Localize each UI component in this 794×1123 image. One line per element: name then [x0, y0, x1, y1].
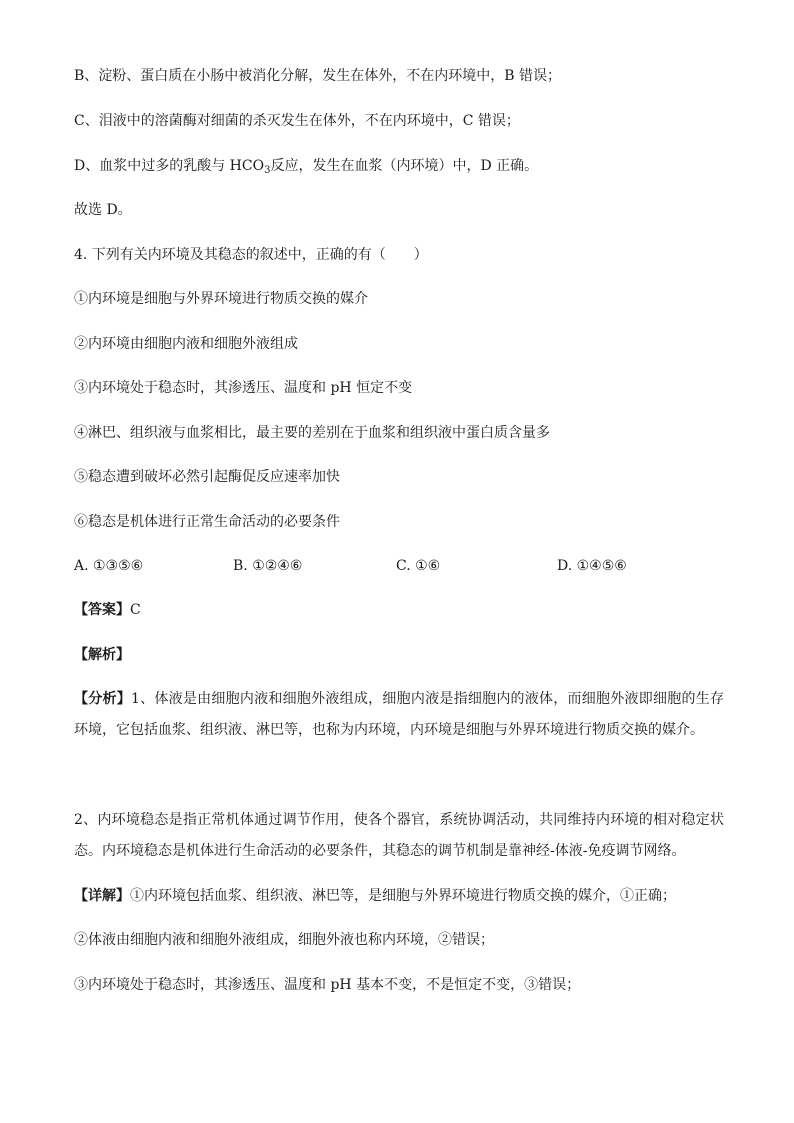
fenxi-text: 1、体液是由细胞内液和细胞外液组成，细胞内液是指细胞内的液体，而细胞外液即细胞的生存环境，它包括血浆、组织液、淋巴等，也称为内环境，内环境是细胞与外界环境进行物质交换的媒介。: [74, 691, 725, 738]
fenxi-label: 【分析】: [74, 691, 131, 707]
previous-conclusion: 故选 D。: [74, 202, 132, 218]
question-stem: 4. 下列有关内环境及其稳态的叙述中，正确的有（ ）: [74, 247, 428, 263]
option-d-explanation: [74, 156, 538, 178]
option-d-text-pre: D、血浆中过多的乳酸与 HCO: [74, 158, 265, 174]
option-d-text-post: 反应，发生在血浆（内环境）中，D 正确。: [270, 158, 539, 174]
option-d-subscript: 3: [264, 165, 271, 176]
answer-line: [74, 600, 141, 620]
answer-value: C: [130, 602, 141, 618]
statement-3: ③内环境处于稳态时，其渗透压、温度和 pH 恒定不变: [74, 380, 413, 396]
analysis-paragraph-1: [74, 684, 724, 746]
detail-line-1: [74, 886, 676, 906]
detail-line-3: ③内环境处于稳态时，其渗透压、温度和 pH 基本不变，不是恒定不变，③错误；: [74, 977, 581, 993]
statement-2: ②内环境由细胞内液和细胞外液组成: [74, 336, 298, 352]
answer-label: 【答案】: [74, 602, 130, 618]
analysis-heading: 【解析】: [74, 647, 130, 663]
choice-d: D. ①④⑤⑥: [557, 558, 627, 574]
choice-a: A. ①③⑤⑥: [74, 558, 144, 574]
option-b-explanation: B、淀粉、蛋白质在小肠中被消化分解，发生在体外，不在内环境中，B 错误；: [74, 68, 562, 84]
detail-line-2: ②体液由细胞内液和细胞外液组成，细胞外液也称内环境，②错误；: [74, 932, 494, 948]
xiangjie-label: 【详解】: [74, 888, 130, 904]
choice-b: B. ①②④⑥: [233, 558, 303, 574]
choice-c: C. ①⑥: [396, 558, 441, 574]
statement-5: ⑤稳态遭到破坏必然引起酶促反应速率加快: [74, 469, 340, 485]
statement-4: ④淋巴、组织液与血浆相比，最主要的差别在于血浆和组织液中蛋白质含量多: [74, 425, 550, 441]
statement-6: ⑥稳态是机体进行正常生命活动的必要条件: [74, 514, 340, 530]
detail-text-1: ①内环境包括血浆、组织液、淋巴等，是细胞与外界环境进行物质交换的媒介，①正确；: [130, 888, 676, 904]
analysis-paragraph-2: 2、内环境稳态是指正常机体通过调节作用，使各个器官，系统协调活动，共同维持内环境的相对稳定状态。内环境稳态是机体进行生命活动的必要条件，其稳态的调节机制是靠神经-体液-免疫调节网络。: [74, 812, 724, 859]
option-c-explanation: C、泪液中的溶菌酶对细菌的杀灭发生在体外，不在内环境中，C 错误；: [74, 113, 520, 129]
statement-1: ①内环境是细胞与外界环境进行物质交换的媒介: [74, 291, 368, 307]
